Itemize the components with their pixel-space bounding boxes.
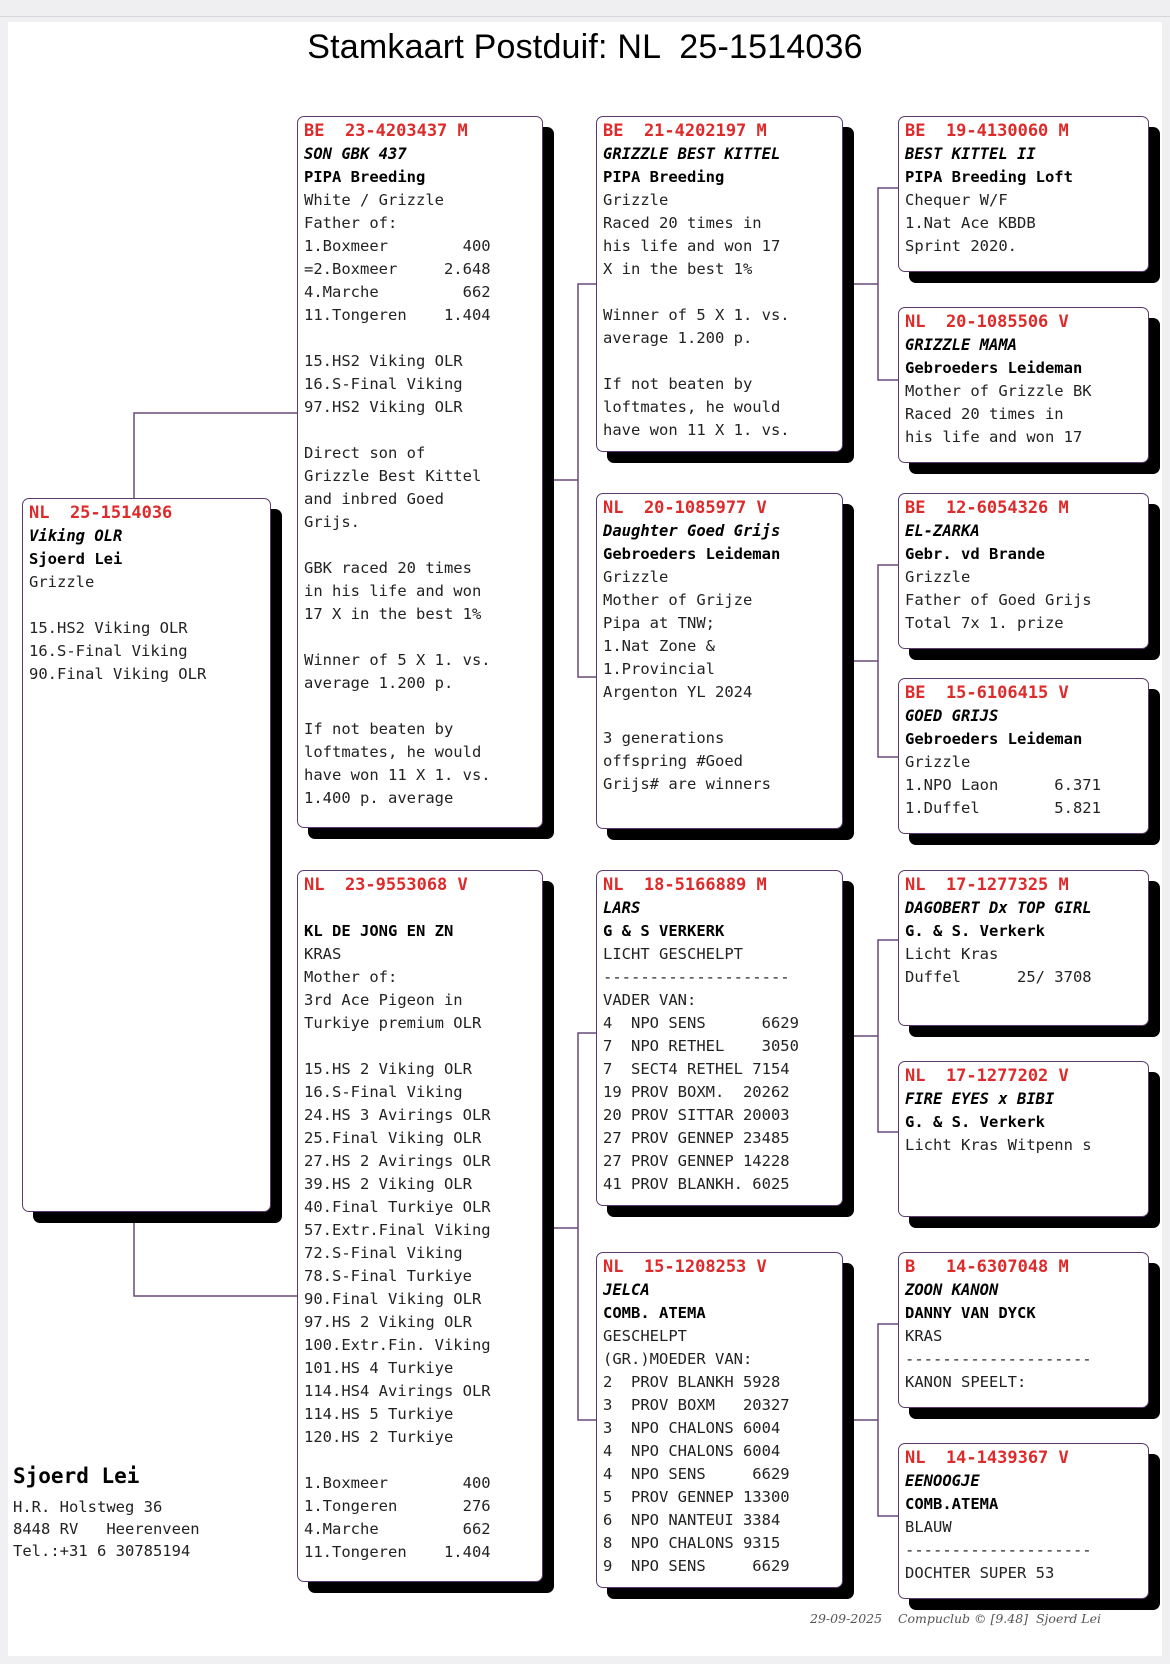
detail-line: 15.HS2 Viking OLR [29,619,188,637]
detail-line: 2 PROV BLANKH 5928 [603,1373,781,1391]
detail-line: Turkiye premium OLR [304,1014,482,1032]
detail-line: (GR.)MOEDER VAN: [603,1350,753,1368]
connector-fm-greatgrandparents [878,565,898,757]
detail-line [304,419,536,442]
detail-line: 78.S-Final Turkiye [304,1267,472,1285]
detail-line: 39.HS 2 Viking OLR [304,1175,472,1193]
detail-line: Argenton YL 2024 [603,683,753,701]
card-details [905,1325,1142,1394]
pigeon-name: Viking OLR [29,527,123,545]
detail-line: Raced 20 times in [603,214,762,232]
detail-line: his life and won 17 [905,428,1083,446]
pigeon-name [304,897,536,920]
detail-line: 1.400 p. average [304,789,454,807]
detail-line: 1.Duffel 5.821 [905,799,1101,817]
card-details [905,566,1142,635]
owner-name: PIPA Breeding [603,168,725,186]
detail-line: 40.Final Turkiye OLR [304,1198,491,1216]
detail-line: and inbred Goed [304,490,444,508]
father-card [297,116,543,828]
card-details [304,943,536,1564]
detail-line: Sprint 2020. [905,237,1017,255]
detail-line: 1.Boxmeer 400 [304,237,491,255]
address-city: 8448 RV Heerenveen [13,1520,200,1538]
connector-subject-father [134,413,297,498]
detail-line: 16.S-Final Viking [304,375,463,393]
detail-line: 4 NPO SENS 6629 [603,1014,799,1032]
detail-line: 11.Tongeren 1.404 [304,306,491,324]
owner-name: G. & S. Verkerk [905,1113,1045,1131]
detail-line: average 1.200 p. [603,329,753,347]
ring-number: NL 17-1277202 V [905,1066,1069,1086]
detail-line: 4.Marche 662 [304,283,491,301]
detail-line: BLAUW [905,1518,952,1536]
detail-line: Licht Kras Witpenn s [905,1136,1092,1154]
detail-line: Father of: [304,214,398,232]
ring-number: BE 12-6054326 M [905,498,1069,518]
connector-ff-greatgrandparents [878,188,898,380]
detail-line: offspring #Goed [603,752,743,770]
detail-line: -------------------- [905,1350,1092,1368]
ring-number: BE 23-4203437 M [304,121,468,141]
card-details [905,1134,1142,1157]
detail-line: 25.Final Viking OLR [304,1129,482,1147]
detail-line: 100.Extr.Fin. Viking [304,1336,491,1354]
pigeon-name: ZOON KANON [905,1281,999,1299]
ring-number: BE 19-4130060 M [905,121,1069,141]
pigeon-name: EENOOGJE [905,1472,980,1490]
detail-line: average 1.200 p. [304,674,454,692]
detail-line: 3 PROV BOXM 20327 [603,1396,790,1414]
detail-line: =2.Boxmeer 2.648 [304,260,491,278]
ring-number: NL 20-1085506 V [905,312,1069,332]
detail-line: 7 NPO RETHEL 3050 [603,1037,799,1055]
mother-father-card [596,870,843,1206]
detail-line: 4 NPO SENS 6629 [603,1465,790,1483]
detail-line: 1.Tongeren 276 [304,1497,491,1515]
detail-line: -------------------- [905,1541,1092,1559]
detail-line: 6 NPO NANTEUI 3384 [603,1511,781,1529]
detail-line: 3 generations [603,729,725,747]
detail-line: VADER VAN: [603,991,697,1009]
owner-name: Gebroeders Leideman [603,545,781,563]
father-mother-card [596,493,843,829]
detail-line: loftmates, he would [603,398,781,416]
owner-name: COMB. ATEMA [603,1304,706,1322]
card-details [603,189,836,442]
pigeon-name: GOED GRIJS [905,707,999,725]
detail-line: KRAS [304,945,342,963]
pigeon-name: EL-ZARKA [905,522,980,540]
detail-line: KRAS [905,1327,943,1345]
detail-line: 1.Provincial [603,660,715,678]
ring-number: NL 25-1514036 [29,503,173,523]
card-details [905,189,1142,258]
pigeon-name: JELCA [603,1281,650,1299]
detail-line: 16.S-Final Viking [304,1083,463,1101]
detail-line: If not beaten by [603,375,753,393]
pigeon-name: SON GBK 437 [304,145,407,163]
detail-line: 1.Nat Zone & [603,637,715,655]
card-details [905,943,1142,989]
page-title: Stamkaart Postduif: NL 25-1514036 [307,28,863,66]
fm-mother-card [898,678,1149,834]
connector-subject-mother [134,1222,297,1296]
detail-line: 8 NPO CHALONS 9315 [603,1534,781,1552]
connector-mm-greatgrandparents [878,1324,898,1516]
detail-line: LICHT GESCHELPT [603,945,743,963]
owner-name: PIPA Breeding [304,168,426,186]
detail-line: 97.HS2 Viking OLR [304,398,463,416]
address-street: H.R. Holstweg 36 [13,1498,163,1516]
detail-line [603,704,836,727]
detail-line: Chequer W/F [905,191,1008,209]
detail-line: Mother of: [304,968,398,986]
owner-name: DANNY VAN DYCK [905,1304,1036,1322]
pigeon-name: DAGOBERT Dx TOP GIRL [905,899,1092,917]
detail-line: KANON SPEELT: [905,1373,1027,1391]
detail-line: 7 SECT4 RETHEL 7154 [603,1060,790,1078]
mm-mother-card [898,1443,1149,1599]
ring-number: NL 17-1277325 M [905,875,1069,895]
detail-line: 3 NPO CHALONS 6004 [603,1419,781,1437]
detail-line: have won 11 X 1. vs. [603,421,790,439]
detail-line: 27 PROV GENNEP 14228 [603,1152,790,1170]
pigeon-name: GRIZZLE MAMA [905,336,1017,354]
pigeon-name: GRIZZLE BEST KITTEL [603,145,781,163]
ff-mother-card [898,307,1149,463]
detail-line: 15.HS2 Viking OLR [304,352,463,370]
breeder-name: Sjoerd Lei [13,1464,140,1488]
detail-line: 90.Final Viking OLR [29,665,207,683]
footer-credits: 29-09-2025 Compuclub © [9.48] Sjoerd Lei [810,1611,1101,1626]
detail-line: his life and won 17 [603,237,781,255]
father-father-card [596,116,843,452]
detail-line: Direct son of [304,444,426,462]
owner-name: KL DE JONG EN ZN [304,922,454,940]
breeder-address [13,1464,200,1562]
detail-line: 27 PROV GENNEP 23485 [603,1129,790,1147]
mf-father-card [898,870,1149,1026]
detail-line: Grijs. [304,513,360,531]
detail-line: -------------------- [603,968,790,986]
detail-line: DOCHTER SUPER 53 [905,1564,1055,1582]
address-phone: Tel.:+31 6 30785194 [13,1542,191,1560]
detail-line: 57.Extr.Final Viking [304,1221,491,1239]
detail-line [304,327,536,350]
detail-line: If not beaten by [304,720,454,738]
detail-line: 114.HS 5 Turkiye [304,1405,454,1423]
card-details [29,571,264,686]
detail-line: 16.S-Final Viking [29,642,188,660]
detail-line: 72.S-Final Viking [304,1244,463,1262]
detail-line: X in the best 1% [603,260,753,278]
subject-pigeon-card [22,498,271,1212]
owner-name: Sjoerd Lei [29,550,123,568]
ff-father-card [898,116,1149,272]
detail-line: 9 NPO SENS 6629 [603,1557,790,1575]
detail-line [304,1449,536,1472]
card-details [603,943,836,1196]
detail-line: 11.Tongeren 1.404 [304,1543,491,1561]
ring-number: NL 20-1085977 V [603,498,767,518]
detail-line: loftmates, he would [304,743,482,761]
detail-line: have won 11 X 1. vs. [304,766,491,784]
detail-line: 4.Marche 662 [304,1520,491,1538]
detail-line: Licht Kras [905,945,999,963]
detail-line: 5 PROV GENNEP 13300 [603,1488,790,1506]
detail-line [603,350,836,373]
detail-line: 3rd Ace Pigeon in [304,991,463,1009]
detail-line: Grizzle [603,568,669,586]
detail-line: Winner of 5 X 1. vs. [304,651,491,669]
detail-line: 17 X in the best 1% [304,605,482,623]
detail-line: in his life and won [304,582,482,600]
owner-name: G. & S. Verkerk [905,922,1045,940]
detail-line: 27.HS 2 Avirings OLR [304,1152,491,1170]
detail-line: Pipa at TNW; [603,614,715,632]
detail-line: Grizzle Best Kittel [304,467,482,485]
detail-line: 1.NPO Laon 6.371 [905,776,1101,794]
detail-line: 1.Nat Ace KBDB [905,214,1036,232]
ring-number: BE 21-4202197 M [603,121,767,141]
detail-line [29,594,264,617]
detail-line: Grijs# are winners [603,775,771,793]
detail-line: 41 PROV BLANKH. 6025 [603,1175,790,1193]
detail-line: Mother of Grijze [603,591,753,609]
connector-mother-grandparents [578,1033,596,1420]
detail-line: Grizzle [905,753,971,771]
detail-line: Raced 20 times in [905,405,1064,423]
pigeon-name: LARS [603,899,641,917]
owner-name: PIPA Breeding Loft [905,168,1073,186]
detail-line [304,626,536,649]
card-details [603,566,836,796]
detail-line: 101.HS 4 Turkiye [304,1359,454,1377]
detail-line: 4 NPO CHALONS 6004 [603,1442,781,1460]
detail-line: 90.Final Viking OLR [304,1290,482,1308]
ring-number: B 14-6307048 M [905,1257,1069,1277]
pigeon-name: BEST KITTEL II [905,145,1036,163]
card-details [603,1325,836,1578]
detail-line: Grizzle [905,568,971,586]
ring-number: NL 23-9553068 V [304,875,468,895]
detail-line: Grizzle [29,573,95,591]
pigeon-name: Daughter Goed Grijs [603,522,781,540]
owner-name: Gebroeders Leideman [905,359,1083,377]
detail-line [304,534,536,557]
ring-number: NL 14-1439367 V [905,1448,1069,1468]
card-details [905,1516,1142,1585]
fm-father-card [898,493,1149,649]
card-details [304,189,536,810]
ring-number: BE 15-6106415 V [905,683,1069,703]
detail-line: Winner of 5 X 1. vs. [603,306,790,324]
owner-name: G & S VERKERK [603,922,725,940]
detail-line [304,1035,536,1058]
owner-name: Gebroeders Leideman [905,730,1083,748]
detail-line: 97.HS 2 Viking OLR [304,1313,472,1331]
detail-line: Duffel 25/ 3708 [905,968,1092,986]
mm-father-card [898,1252,1149,1408]
owner-name: COMB.ATEMA [905,1495,999,1513]
detail-line: 24.HS 3 Avirings OLR [304,1106,491,1124]
detail-line: GBK raced 20 times [304,559,472,577]
detail-line: White / Grizzle [304,191,444,209]
detail-line [304,695,536,718]
ring-number: NL 15-1208253 V [603,1257,767,1277]
mother-card [297,870,543,1582]
ring-number: NL 18-5166889 M [603,875,767,895]
detail-line: 1.Boxmeer 400 [304,1474,491,1492]
detail-line: Grizzle [603,191,669,209]
detail-line: Father of Goed Grijs [905,591,1092,609]
detail-line: Total 7x 1. prize [905,614,1064,632]
connector-father-grandparents [578,284,596,677]
detail-line: 114.HS4 Avirings OLR [304,1382,491,1400]
detail-line: GESCHELPT [603,1327,687,1345]
detail-line: 15.HS 2 Viking OLR [304,1060,472,1078]
detail-line: 19 PROV BOXM. 20262 [603,1083,790,1101]
detail-line [603,281,836,304]
detail-line: 20 PROV SITTAR 20003 [603,1106,790,1124]
connector-mf-greatgrandparents [878,940,898,1132]
mother-mother-card [596,1252,843,1588]
mf-mother-card [898,1061,1149,1217]
detail-line: Mother of Grizzle BK [905,382,1092,400]
pigeon-name: FIRE EYES x BIBI [905,1090,1055,1108]
card-details [905,380,1142,449]
detail-line: 120.HS 2 Turkiye [304,1428,454,1446]
card-details [905,751,1142,820]
owner-name: Gebr. vd Brande [905,545,1045,563]
